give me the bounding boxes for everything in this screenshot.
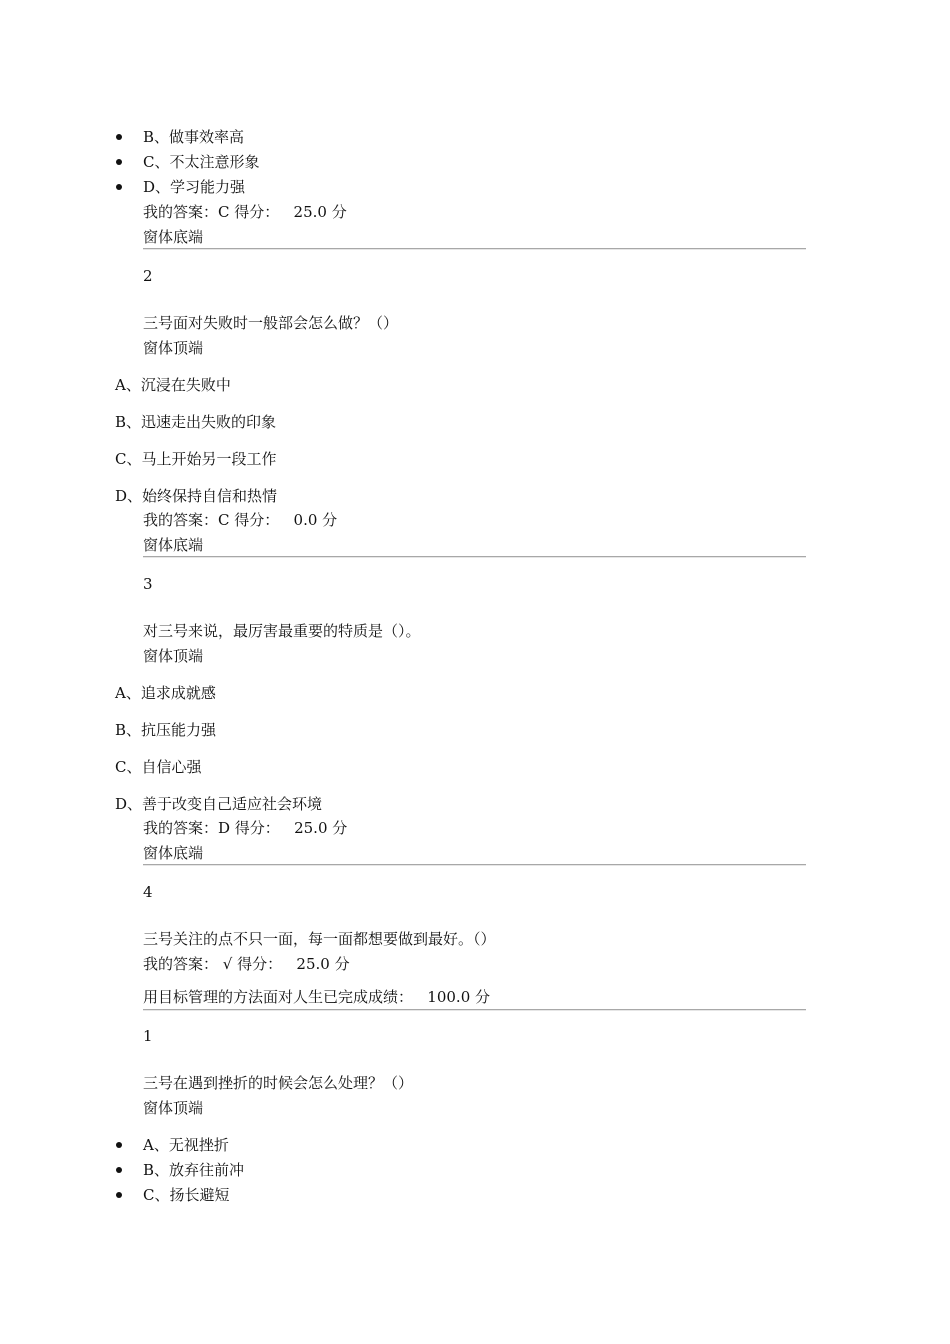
- option-c[interactable]: C、马上开始另一段工作: [115, 450, 277, 468]
- option-b[interactable]: B、迅速走出失败的印象: [115, 413, 277, 431]
- my-answer: 我的答案：D 得分： 25.0 分: [143, 819, 348, 837]
- option-c[interactable]: C、扬长避短: [143, 1186, 230, 1204]
- option-c: C、不太注意形象: [143, 153, 260, 171]
- my-answer: 我的答案： √ 得分： 25.0 分: [143, 955, 350, 973]
- question-text: 三号关注的点不只一面，每一面都想要做到最好。（）: [143, 930, 496, 948]
- form-bottom-label: 窗体底端: [143, 844, 204, 862]
- bullet: [116, 134, 122, 140]
- bullet: [116, 184, 122, 190]
- form-top-label: 窗体顶端: [143, 339, 204, 357]
- option-b[interactable]: B、抗压能力强: [115, 721, 217, 739]
- option-a[interactable]: A、追求成就感: [115, 684, 216, 702]
- option-d[interactable]: D、始终保持自信和热情: [115, 487, 278, 505]
- option-b: B、做事效率高: [143, 128, 245, 146]
- my-answer: 我的答案：C 得分： 0.0 分: [143, 511, 338, 529]
- option-b[interactable]: B、放弃往前冲: [143, 1161, 245, 1179]
- bullet: [116, 1192, 122, 1198]
- form-bottom-label: 窗体底端: [143, 536, 204, 554]
- question-number: 4: [143, 883, 153, 901]
- question-text: 三号在遇到挫折的时候会怎么处理？（）: [143, 1074, 414, 1092]
- section-score-summary: 用目标管理的方法面对人生已完成成绩： 100.0 分: [143, 988, 491, 1006]
- option-d: D、学习能力强: [143, 178, 246, 196]
- option-a[interactable]: A、无视挫折: [143, 1136, 229, 1154]
- question-text: 对三号来说，最厉害最重要的特质是（）。: [143, 622, 421, 640]
- divider: [143, 248, 806, 250]
- question-number: 3: [143, 575, 153, 593]
- bullet: [116, 1167, 122, 1173]
- bullet: [116, 159, 122, 165]
- form-bottom-label: 窗体底端: [143, 228, 204, 246]
- option-d[interactable]: D、善于改变自己适应社会环境: [115, 795, 323, 813]
- option-a[interactable]: A、沉浸在失败中: [115, 376, 231, 394]
- question-number: 2: [143, 267, 153, 285]
- divider: [143, 556, 806, 558]
- form-top-label: 窗体顶端: [143, 1099, 204, 1117]
- question-number: 1: [143, 1027, 153, 1045]
- question-text: 三号面对失败时一般部会怎么做？（）: [143, 314, 399, 332]
- option-c[interactable]: C、自信心强: [115, 758, 202, 776]
- bullet: [116, 1142, 122, 1148]
- my-answer: 我的答案：C 得分： 25.0 分: [143, 203, 347, 221]
- form-top-label: 窗体顶端: [143, 647, 204, 665]
- divider: [143, 1009, 806, 1011]
- divider: [143, 864, 806, 866]
